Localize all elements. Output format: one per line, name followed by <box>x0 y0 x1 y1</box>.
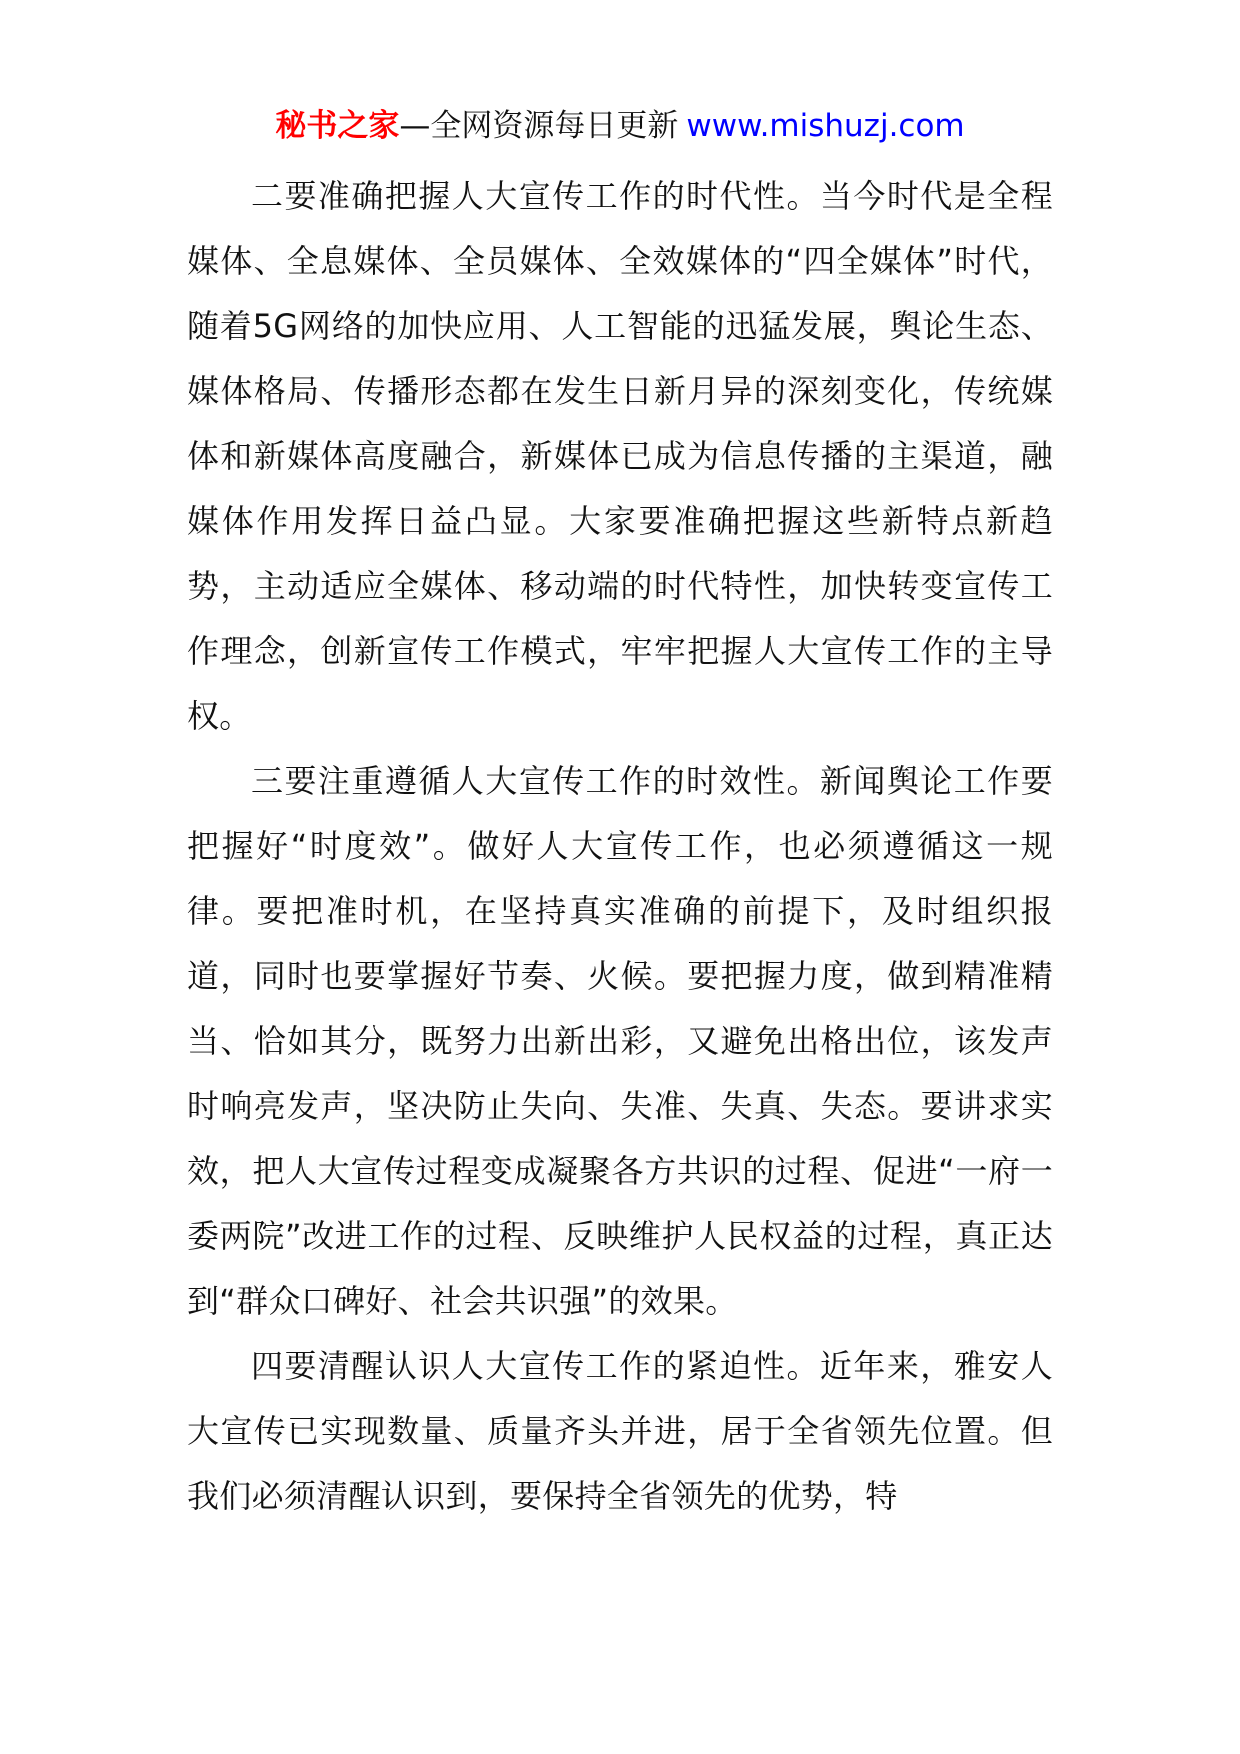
site-url-link[interactable]: www.mishuzj.com <box>686 108 965 144</box>
header-tagline: —全网资源每日更新 <box>399 108 679 144</box>
page-header <box>0 104 1240 148</box>
brand-name: 秘书之家 <box>275 108 400 144</box>
document-body <box>187 164 1053 1529</box>
paragraph-urgency: 四要清醒认识人大宣传工作的紧迫性。近年来，雅安人大宣传已实现数量、质量齐头并进，居于全省领先位置。但我们必须清醒认识到，要保持全省领先的优势，特 <box>187 1347 1053 1515</box>
paragraph-effectiveness: 三要注重遵循人大宣传工作的时效性。新闻舆论工作要把握好“时度效”。做好人大宣传工作，也必须遵循这一规律。要把准时机，在坚持真实准确的前提下，及时组织报道，同时也要掌握好节奏、火候。要把握力度，做到精准精当、恰如其分，既努力出新出彩，又避免出格出位，该发声时响亮发声，坚决防止失向、失准、失真、失态。要讲求实效，把人大宣传过程变成凝聚各方共识的过程、促进“一府一委两院”改进工作的过程、反映维护人民权益的过程，真正达到“群众口碑好、社会共识强”的效果。 <box>187 762 1053 1320</box>
paragraph-timeliness-era: 二要准确把握人大宣传工作的时代性。当今时代是全程媒体、全息媒体、全员媒体、全效媒体的“四全媒体”时代，随着5G网络的加快应用、人工智能的迅猛发展，舆论生态、媒体格局、传播形态都在发生日新月异的深刻变化，传统媒体和新媒体高度融合，新媒体已成为信息传播的主渠道，融媒体作用发挥日益凸显。大家要准确把握这些新特点新趋势，主动适应全媒体、移动端的时代特性，加快转变宣传工作理念，创新宣传工作模式，牢牢把握人大宣传工作的主导权。 <box>187 177 1053 735</box>
